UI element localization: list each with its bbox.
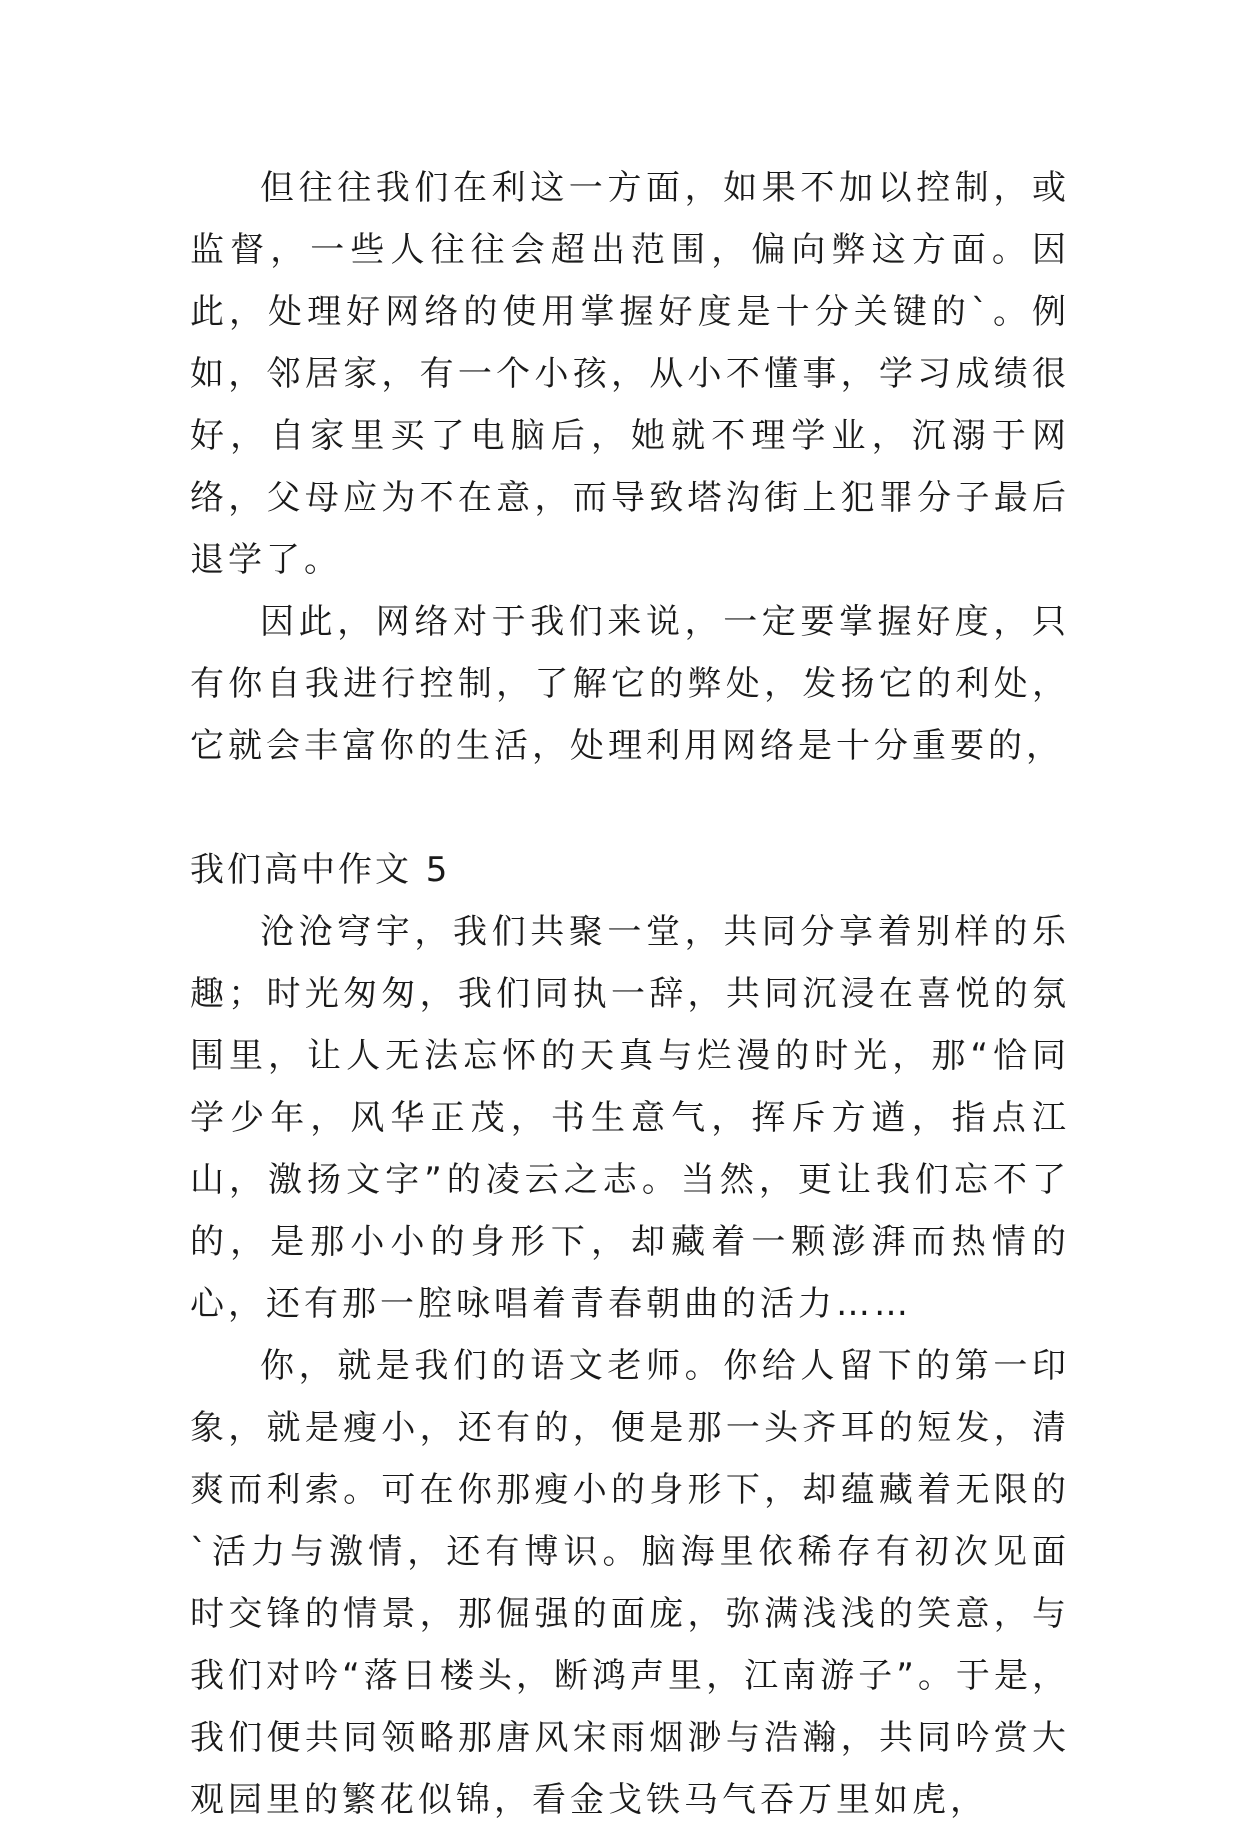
- body-paragraph: 因此，网络对于我们来说，一定要掌握好度，只有你自我进行控制，了解它的弊处，发扬它的利处，它就会丰富你的生活，处理利用网络是十分重要的，: [190, 602, 1070, 766]
- document-body: [190, 157, 1070, 1831]
- essay-paragraph: 你，就是我们的语文老师。你给人留下的第一印象，就是瘦小，还有的，便是那一头齐耳的短发，清爽而利索。可在你那瘦小的身形下，却蕴藏着无限的`活力与激情，还有博识。脑海里依稀存有初次见面时交锋的情景，那倔强的面庞，弥满浅浅的笑意，与我们对吟“落日楼头，断鸿声里，江南游子”。于是，我们便共同领略那唐风宋雨烟渺与浩瀚，共同吟赏大观园里的繁花似锦，看金戈铁马气吞万里如虎，: [190, 1346, 1070, 1820]
- essay-paragraph: 沧沧穹宇，我们共聚一堂，共同分享着别样的乐趣；时光匆匆，我们同执一辞，共同沉浸在喜悦的氛围里，让人无法忘怀的天真与烂漫的时光，那“恰同学少年，风华正茂，书生意气，挥斥方遒，指点江山，激扬文字”的凌云之志。当然，更让我们忘不了的，是那小小的身形下，却藏着一颗澎湃而热情的心，还有那一腔咏唱着青春朝曲的活力……: [190, 912, 1070, 1324]
- essay-title: 我们高中作文 5: [190, 850, 451, 890]
- body-paragraph: 但往往我们在利这一方面，如果不加以控制，或监督，一些人往往会超出范围，偏向弊这方面。因此，处理好网络的使用掌握好度是十分关键的`。例如，邻居家，有一个小孩，从小不懂事，学习成绩很好，自家里买了电脑后，她就不理学业，沉溺于网络，父母应为不在意，而导致塔沟街上犯罪分子最后退学了。: [190, 168, 1070, 580]
